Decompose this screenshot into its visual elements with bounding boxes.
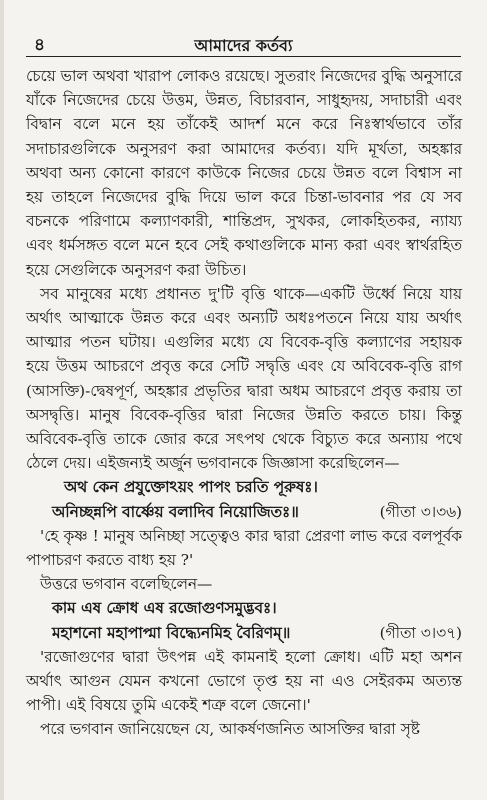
verse-1-line-2 <box>26 500 462 524</box>
body-text <box>26 64 462 742</box>
verse-2-line-2-text: মহাশনো মহাপাপ্মা বিদ্ধ্যেনমিহ বৈরিণম্॥ <box>52 623 291 642</box>
verse-1-line-1-text: অথ কেন প্রযুক্তোঽয়ং পাপং চরতি পূরুষঃ। <box>64 478 318 497</box>
page-number: ৪ <box>34 35 46 55</box>
verse-1-line-1 <box>26 475 462 499</box>
page-header <box>26 30 461 57</box>
verse-2-line-2 <box>26 621 462 645</box>
answer-intro: উত্তরে ভগবান বলেছিলেন— <box>40 575 213 594</box>
translation-2: 'রজোগুণের দ্বারা উৎপন্ন এই কামনাই হলো ক্রোধ। এটি মহা অশন অর্থাৎ আগুন যেমন কখনো ভোগে তৃপ্ত হয় না এও সেইরকম অত্যন্ত পাপী। এই বিষয়ে তুমি একেই শত্রু বলে জেনো।' <box>26 647 462 715</box>
translation-1: 'হে কৃষ্ণ ! মানুষ অনিচ্ছা সত্ত্বেও কার দ্বারা প্রেরণা লাভ করে বলপূর্বক পাপাচরণ করতে বাধ্য হয় ?' <box>26 526 462 570</box>
paragraph-2: সব মানুষের মধ্যে প্রধানত দু'টি বৃত্তি থাকে—একটি উর্ধ্বে নিয়ে যায় অর্থাৎ আত্মাকে উন্নত করে এবং অন্যটি অধঃপতনে নিয়ে যায় অর্থাৎ আত্মার পতন ঘটায়। এগুলির মধ্যে যে বিবেক-বৃত্তি কল্যাণের সহায়ক হয়ে উত্তম আচরণে প্রবৃত্ত করে সেটি সদ্বৃত্তি এবং যে অবিবেক-বৃত্তি রাগ (আসক্তি)-দ্বেষপূর্ণ, অহঙ্কার প্রভৃতির দ্বারা অধম আচরণে প্রবৃত্ত করায় তা অসদ্বৃত্তি। মানুষ বিবেক-বৃত্তির দ্বারা নিজের উন্নতি করতে চায়। কিন্তু অবিবেক-বৃত্তি তাকে জোর করে সৎপথ থেকে বিচ্যুত করে অন্যায় পথে ঠেলে দেয়। এইজন্যই অর্জুন ভগবানকে জিজ্ঞাসা করেছিলেন— <box>26 284 462 473</box>
verse-2-line-1 <box>26 596 462 620</box>
verse-1-line-2-text: অনিচ্ছন্নপি বার্ষ্ণেয় বলাদিব নিয়োজিতঃ॥ <box>52 502 299 521</box>
verse-2-line-1-text: কাম এষ ক্রোধ এষ রজোগুণসমুদ্ভবঃ। <box>52 599 277 618</box>
closing-line: পরে ভগবান জানিয়েছেন যে, আকর্ষণজনিত আসক্তির দ্বারা সৃষ্ট <box>40 720 420 739</box>
paragraph-1: চেয়ে ভাল অথবা খারাপ লোকও রয়েছে। সুতরাং নিজেদের বুদ্ধি অনুসারে যাঁকে নিজেদের চেয়ে উত্তম, উন্নত, বিচারবান, সাধুহৃদয়, সদাচারী এবং বিদ্বান বলে মনে হয় তাঁকেই আদর্শ মনে করে নিঃস্বার্থভাবে তাঁর সদাচারগুলিকে অনুসরণ করা আমাদের কর্তব্য। যদি মূর্খতা, অহঙ্কার অথবা অন্য কোনো কারণে কাউকে নিজের চেয়ে উন্নত বলে বিশ্বাস না হয় তাহলে নিজেদের বুদ্ধি দিয়ে ভাল করে চিন্তা-ভাবনার পর যে সব বচনকে পরিণামে কল্যাণকারী, শান্তিপ্রদ, সুখকর, লোকহিতকর, ন্যায্য এবং ধর্মসঙ্গত বলে মনে হবে সেই কথাগুলিকে মান্য করা এবং স্বার্থরহিত হয়ে সেগুলিকে অনুসরণ করা উচিত। <box>26 67 462 279</box>
page-edge-shadow <box>0 0 4 800</box>
verse-1-reference: (গীতা ৩।৩৬) <box>379 502 462 521</box>
verse-2-reference: (গীতা ৩।৩৭) <box>379 623 462 642</box>
running-title: আমাদের কর্তব্য <box>194 36 293 55</box>
